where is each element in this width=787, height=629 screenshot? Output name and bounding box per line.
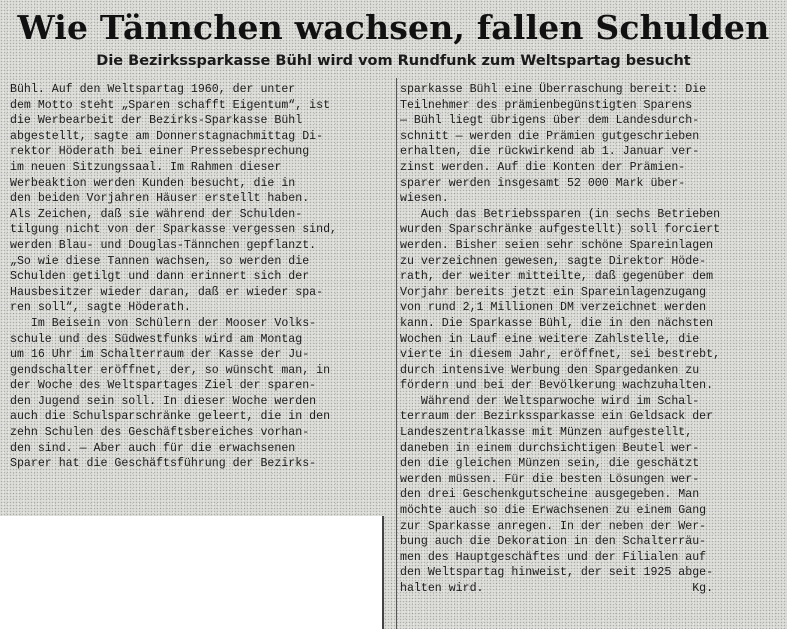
right-column-line: zu verzeichnen gewesen, sagte Direktor Höde- <box>400 254 707 268</box>
left-column-line: schule und des Südwestfunks wird am Montag <box>10 332 303 346</box>
right-column-line: fördern und bei der Bevölkerung wachzuhalten. <box>400 379 714 393</box>
right-column-line: Vorjahr bereits jetzt ein Spareinlagenzugang <box>400 285 707 299</box>
right-column-line: erhalten, die rückwirkend ab 1. Januar ver- <box>400 145 700 159</box>
right-column-line: werden müssen. Für die besten Lösungen wer- <box>400 472 700 486</box>
right-column-line: durch intensive Werbung den Spargedanken zu <box>400 363 700 377</box>
right-column-line: bung auch die Dekoration in den Schalterräu- <box>400 535 707 549</box>
left-column-line: den beiden Vorjahren Häuser erstellt haben. <box>10 192 310 206</box>
left-column-line: die Werbearbeit der Bezirks-Sparkasse Bühl <box>10 114 303 128</box>
blank-cutout-area <box>0 516 382 629</box>
right-column-line: von rund 2,1 Millionen DM verzeichnet werden <box>400 301 707 315</box>
right-column-line: Auch das Betriebssparen (in sechs Betrieben <box>400 207 721 221</box>
right-column-line: zur Sparkasse anregen. In der neben der Wer- <box>400 519 707 533</box>
right-column-line: kann. Die Sparkasse Bühl, die in den nächsten <box>400 316 714 330</box>
left-column-line: um 16 Uhr im Schalterraum der Kasse der Ju- <box>10 348 310 362</box>
right-column-line: Während der Weltsparwoche wird im Schal- <box>400 394 700 408</box>
right-column-line: wurden Sparschränke aufgestellt) soll forciert <box>400 223 721 237</box>
left-column-line: Werbeaktion werden Kunden besucht, die in <box>10 176 296 190</box>
left-column-line: Bühl. Auf den Weltspartag 1960, der unter <box>10 83 296 96</box>
left-column-line: Sparer hat die Geschäftsführung der Bezirks- <box>10 457 317 471</box>
left-column-line: werden Blau- und Douglas-Tännchen gepflanzt. <box>10 238 317 252</box>
left-column-line: ren soll“, sagte Höderath. <box>10 301 191 315</box>
left-column-line: Hausbesitzer wieder daran, daß er wieder spa- <box>10 285 324 299</box>
right-column-line: rath, der weiter mitteilte, daß gegenüber dem <box>400 270 714 284</box>
right-column-line: sparkasse Bühl eine Überraschung bereit: Die <box>400 83 707 96</box>
article-column-right <box>400 82 783 597</box>
left-column-line: dem Motto steht „Sparen schafft Eigentum“, ist <box>10 98 331 112</box>
left-column-line: gendschalter eröffnet, der, so wünscht man, in <box>10 363 331 377</box>
left-column-line: tilgung nicht von der Sparkasse vergessen sind, <box>10 223 337 237</box>
right-column-line: sparer werden insgesamt 52 000 Mark über- <box>400 176 686 190</box>
left-column-line: den sind. — Aber auch für die erwachsenen <box>10 441 296 455</box>
right-column-line: halten wird. Kg. <box>400 582 714 595</box>
right-column-line: zinst werden. Auf die Konten der Prämien- <box>400 160 686 174</box>
left-column-line: den Jugend sein soll. In dieser Woche werden <box>10 394 317 408</box>
right-column-line: wiesen. <box>400 192 449 206</box>
cutout-edge <box>382 516 384 629</box>
left-column-line: rektor Höderath bei einer Pressebesprechung <box>10 145 310 159</box>
left-column-line: Als Zeichen, daß sie während der Schulden- <box>10 207 303 221</box>
column-divider <box>396 78 397 629</box>
right-column-line: Wochen in Lauf eine weitere Zahlstelle, die <box>400 332 700 346</box>
right-column-line: den Weltspartag hinweist, der seit 1925 abge- <box>400 566 714 580</box>
left-column-line: zehn Schulen des Geschäftsbereiches vorhan- <box>10 426 310 440</box>
subheadline: Die Bezirkssparkasse Bühl wird vom Rundfunk zum Weltspartag besucht <box>96 53 691 69</box>
right-column-line: daneben in einem durchsichtigen Beutel wer- <box>400 441 700 455</box>
left-column-line: im neuen Sitzungssaal. Im Rahmen dieser <box>10 160 282 174</box>
right-column-line: möchte auch so die Erwachsenen zu einem Gang <box>400 504 707 518</box>
right-column-line: den drei Geschenkgutscheine ausgegeben. Man <box>400 488 700 502</box>
right-column-line: schnitt — werden die Prämien gutgeschrieben <box>400 129 700 143</box>
headline: Wie Tännchen wachsen, fallen Schulden <box>17 8 770 47</box>
left-column-line: auch die Schulsparschränke geleert, die in den <box>10 410 331 424</box>
right-column-line: Landeszentralkasse mit Münzen aufgestellt, <box>400 426 693 440</box>
left-column-line: abgestellt, sagte am Donnerstagnachmittag Di- <box>10 129 324 143</box>
right-column-line: den die gleichen Münzen sein, die geschätzt <box>400 457 700 471</box>
right-column-line: — Bühl liegt übrigens über dem Landesdurch- <box>400 114 700 128</box>
right-column-line: vierte in diesem Jahr, eröffnet, sei bestrebt, <box>400 348 721 362</box>
right-column-line: terraum der Bezirkssparkasse ein Geldsack der <box>400 410 714 424</box>
left-column-line: der Woche des Weltspartages Ziel der sparen- <box>10 379 317 393</box>
left-column-line: Schulden getilgt und dann erinnert sich der <box>10 270 310 284</box>
right-column-line: men des Hauptgeschäftes und der Filialen auf <box>400 550 707 564</box>
left-column-line: „So wie diese Tannen wachsen, so werden die <box>10 254 310 268</box>
article-column-left <box>10 82 392 472</box>
right-column-line: Teilnehmer des prämienbegünstigten Sparens <box>400 98 693 112</box>
right-column-line: werden. Bisher seien sehr schöne Spareinlagen <box>400 238 714 252</box>
left-column-line: Im Beisein von Schülern der Mooser Volks- <box>10 316 317 330</box>
